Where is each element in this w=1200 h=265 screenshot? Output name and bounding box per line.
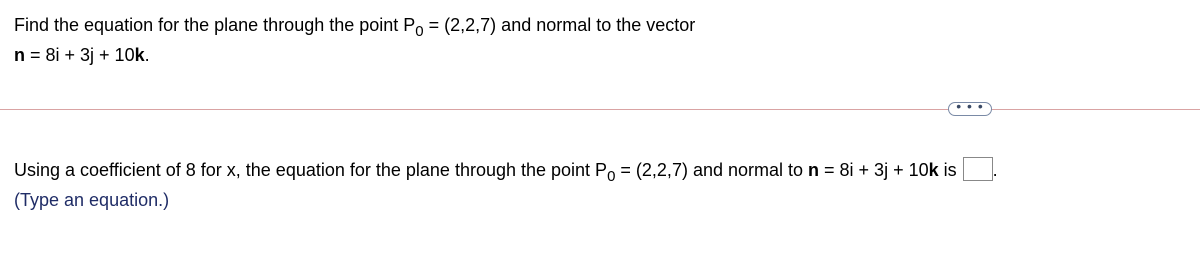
answer-prompt-part: is xyxy=(938,160,957,180)
vector-n-symbol: n xyxy=(14,45,25,65)
subscript-zero: 0 xyxy=(607,168,616,185)
ellipsis-icon: • • • xyxy=(956,98,984,114)
question-text-part: Find the equation for the plane through the point P xyxy=(14,15,416,35)
subscript-zero: 0 xyxy=(415,23,424,40)
vector-k-symbol: k xyxy=(134,45,145,65)
vector-expression: = 8i + 3j + 10 xyxy=(25,45,135,65)
question-text-part: . xyxy=(144,45,150,65)
vector-k-symbol: k xyxy=(928,160,939,180)
section-divider xyxy=(0,109,1200,110)
answer-hint: (Type an equation.) xyxy=(14,190,170,210)
question-line-2 xyxy=(14,40,1184,70)
vector-n-symbol: n xyxy=(808,160,820,180)
answer-prompt-line xyxy=(14,155,1194,185)
equation-answer-input[interactable] xyxy=(963,157,993,181)
answer-prompt-part: . xyxy=(992,160,998,180)
answer-section xyxy=(14,155,1194,215)
vector-expression: = 8i + 3j + 10 xyxy=(819,160,929,180)
question-text-part: = (2,2,7) and normal to the vector xyxy=(423,15,696,35)
answer-prompt-part: Using a coefficient of 8 for x, the equation for the plane through the point P xyxy=(14,160,608,180)
show-more-button[interactable] xyxy=(948,98,992,116)
question-line-1 xyxy=(14,10,1184,40)
question-text xyxy=(14,10,1184,70)
answer-prompt-part: = (2,2,7) and normal to xyxy=(615,160,809,180)
